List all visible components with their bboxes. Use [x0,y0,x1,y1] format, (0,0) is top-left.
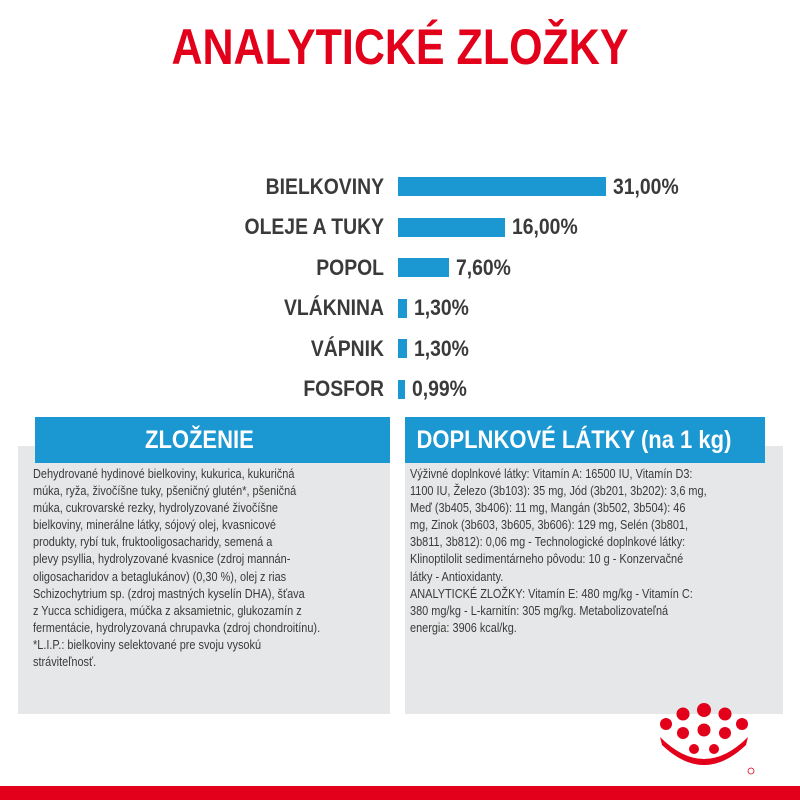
page-title: ANALYTICKÉ ZLOŽKY [171,19,629,75]
text-line: oligosacharidov a betaglukánov) (0,30 %), olej z rias [33,568,287,584]
bar-value-label: 16,00% [512,214,579,239]
text-line: fermentácie, hydrolyzovaná chrupavka (zdroj chondroitínu). [33,619,321,635]
text-line: Výživné doplnkové látky: Vitamín A: 16500 IU, Vitamín D3: [410,466,693,481]
bar-value-label: 1,30% [413,335,469,361]
bar-value-label: 0,99% [411,376,467,401]
composition-heading [35,417,390,463]
bar [398,177,606,196]
bar-label: VÁPNIK [310,335,384,361]
bar-label: POPOL [316,254,384,280]
text-line: plevy psyllia, hydrolyzované kvasnice (zdroj mannán- [33,551,291,567]
text-line: 3b811, 3b812): 0,06 mg - Technologické doplnkové látky: [410,534,686,550]
text-line: z Yucca schidigera, múčka z aksamietnic, glukozamín z [33,602,302,618]
bar-value-label: 31,00% [613,173,679,199]
additives-heading [405,417,765,463]
text-line: produkty, rybí tuk, fruktooligosacharidy, semená a [33,534,273,550]
text-line: 1100 IU, Železo (3b103): 35 mg, Jód (3b201, 3b202): 3,6 mg, [410,483,707,499]
text-line: energia: 3906 kcal/kg. [410,619,517,635]
text-line: Klinoptilolit sedimentárneho pôvodu: 10 g - Konzervačné [410,551,684,567]
text-line: 380 mg/kg - L-karnitín: 305 mg/kg. Metabolizovateľná [410,602,669,618]
text-line: stráviteľnosť. [33,654,97,670]
text-line: Dehydrované hydinové bielkoviny, kukurica, kukuričná [33,466,295,481]
bar-label: OLEJE A TUKY [244,214,384,239]
bottom-red-stripe [0,786,800,800]
bar-label: FOSFOR [303,376,384,401]
bar [398,258,449,277]
royal-canin-crown-icon [656,701,756,781]
text-line: múka, cukrovarské rezky, hydrolyzované živočíšne [33,500,278,516]
bar-value-label: 7,60% [455,254,511,280]
additives-heading-label: DOPLNKOVÉ LÁTKY (na 1 kg) [416,426,732,454]
composition-text [33,465,386,670]
text-line: Meď (3b405, 3b406): 11 mg, Mangán (3b502, 3b504): 46 [410,500,686,516]
bar [398,218,505,237]
text-line: ANALYTICKÉ ZLOŽKY: Vitamín E: 480 mg/kg - Vitamín C: [410,585,693,601]
text-line: Schizochytrium sp. (zdroj mastných kyselín DHA), šťava [33,585,305,601]
bar-value-label: 1,30% [413,295,469,320]
bar-label: VLÁKNINA [283,295,384,320]
text-line: bielkoviny, minerálne látky, sójový olej, kvasnicové [33,517,276,533]
bar-label: BIELKOVINY [265,173,384,199]
bar [398,339,407,358]
text-line: *L.I.P.: bielkoviny selektované pre svoju vysokú [33,636,262,652]
bar [398,380,405,399]
bar [398,299,407,318]
composition-heading-label: ZLOŽENIE [145,426,254,454]
text-line: mg, Zinok (3b603, 3b605, 3b606): 129 mg, Selén (3b801, [410,517,689,533]
text-line: múka, ryža, živočíšne tuky, pšeničný glutén*, pšeničná [33,483,297,499]
text-line: látky - Antioxidanty. [410,568,504,584]
additives-text [410,465,763,636]
